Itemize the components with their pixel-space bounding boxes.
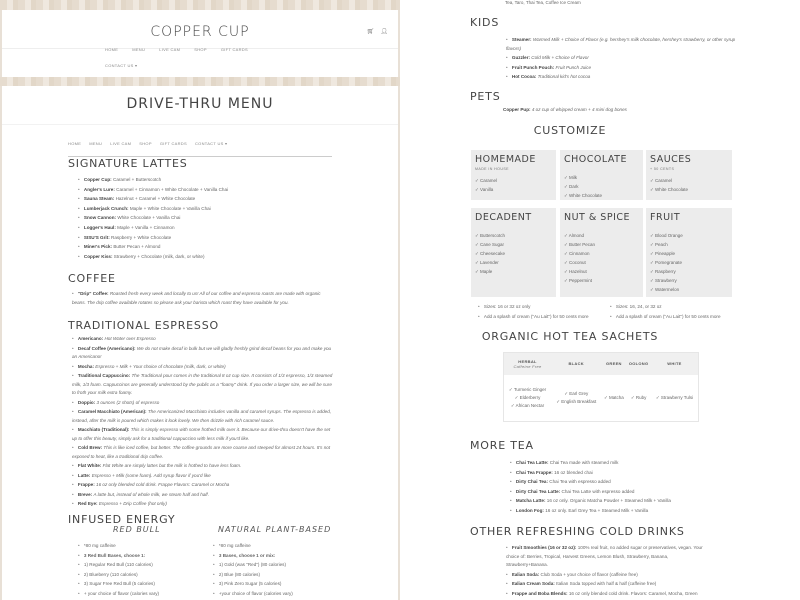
red-bull-title: RED BULL — [113, 525, 161, 534]
flavor-option: ✓ Cane Sugar — [475, 240, 552, 249]
tea-option: ✓ Turmeric Ginger — [508, 386, 547, 392]
item-name: Italian Cream Soda: — [511, 581, 555, 586]
section-title: KIDS — [470, 16, 500, 29]
flavor-box-chocolate — [560, 150, 643, 200]
menu-item — [78, 242, 333, 252]
item-name: Frappe: — [77, 482, 95, 487]
flavor-option: ✓ Milk — [564, 173, 639, 182]
wood-banner — [0, 77, 400, 86]
item-name: Cold Brew: — [77, 445, 103, 450]
section-title: TRADITIONAL ESPRESSO — [68, 319, 219, 332]
item-description: Traditional kid's hot cocoa — [537, 74, 591, 79]
item-name: Mocha: — [77, 363, 94, 369]
item-name: Sauna Steam: — [83, 196, 115, 202]
flavor-option: ✓ Maple — [475, 267, 552, 276]
plant-based-title: NATURAL PLANT-BASED — [218, 525, 332, 534]
tea-option: ✓ English Breakfast — [556, 398, 597, 404]
nav-menu[interactable]: MENU — [89, 141, 103, 146]
box-title: SAUCES — [650, 154, 692, 165]
list-item: • Sizes: 16 or 32 oz only — [478, 302, 618, 312]
item-name: Guzzler: — [511, 55, 531, 60]
list-item: • *80 mg caffeine — [213, 541, 343, 551]
flavor-option: ✓ Butterscotch — [475, 231, 552, 240]
nav-contact-us[interactable]: CONTACT US ▾ — [194, 141, 228, 146]
item-description: White Chocolate + Vanilla Chai — [117, 215, 181, 221]
box-title: CHOCOLATE — [564, 154, 627, 165]
tea-table — [503, 352, 699, 422]
flavor-option: ✓ Coconut — [564, 258, 639, 267]
list-item: • +your choice of flavor (calories vary) — [213, 589, 343, 599]
menu-item — [72, 290, 333, 307]
menu-item — [510, 487, 740, 497]
customize-title: CUSTOMIZE — [533, 124, 607, 137]
col-black: BLACK — [551, 353, 601, 375]
flavor-option: ✓ Pineapple — [650, 249, 728, 258]
box-title: NUT & SPICE — [564, 212, 631, 223]
section-traditional-espresso — [68, 319, 333, 510]
flavor-option: ✓ Vanilla — [475, 185, 552, 194]
list-item: • *80 mg caffeine — [78, 541, 208, 551]
menu-item — [72, 481, 333, 490]
item-name: Chai Tea Latte: — [515, 460, 549, 465]
item-description: Maple + White Chocolate + Vanilla Chai — [129, 205, 211, 211]
item-name: Angler's Lure: — [83, 186, 115, 192]
item-name: Hot Cocoa: — [511, 74, 537, 79]
flavor-option: ✓ White Chocolate — [564, 191, 639, 200]
item-name: Flat White: — [77, 463, 102, 468]
item-description: 100% real fruit, no added sugar or preservatives, vegan. Your choice of: Berries, Tropical, Harvest Greens, Lemon Blush, Strawberry, Banana, Strawberry+Banana. — [506, 545, 703, 567]
menu-item — [506, 571, 706, 580]
item-name: Miner's Pick: — [83, 244, 113, 250]
flavor-option: ✓ Cheesecake — [475, 249, 552, 258]
flavor-option: ✓ Pomegranate — [650, 258, 728, 267]
list-item: • 3 Bases, choose 1 or mix: — [213, 551, 343, 561]
page-nav — [68, 141, 241, 146]
menu-item — [506, 590, 706, 599]
item-description: Caramel + Butterscotch — [113, 177, 162, 182]
box-title: FRUIT — [650, 212, 681, 223]
menu-item — [506, 64, 740, 73]
item-description: Chai Tea with espresso added — [549, 479, 611, 485]
flavor-option: ✓ Caramel — [650, 176, 728, 185]
item-name: Frappe and Boba Blends: — [511, 590, 568, 596]
item-description: Chai Tea Latte with espresso added — [561, 488, 635, 494]
item-name: Snow Cannon: — [83, 215, 117, 221]
item-name: Steamer: — [511, 37, 532, 42]
menu-item — [506, 36, 740, 53]
nav-home[interactable]: HOME — [105, 47, 119, 52]
list-item: • Sizes: 16, 24, or 32 oz — [610, 302, 750, 312]
item-description: Cold Milk + Choice of Flavor — [531, 55, 589, 60]
cart-icon[interactable]: 🛒︎ — [366, 29, 375, 35]
item-name: "Drip" Coffee: — [77, 291, 109, 296]
box-title: HOMEMADE — [475, 154, 536, 165]
list-item: • + your choice of flavor (calories vary) — [78, 589, 208, 599]
item-description: Caramel + Cinnamon + White Chocolate + Vanilla Chai — [116, 186, 229, 192]
menu-item — [78, 233, 333, 243]
nav-gift-cards[interactable]: GIFT CARDS — [220, 47, 248, 52]
menu-item — [72, 491, 333, 500]
nav-home[interactable]: HOME — [68, 141, 82, 146]
menu-item — [506, 544, 706, 570]
item-name: Fruit Punch Pouch: — [511, 64, 555, 70]
item-description: 16 oz only blended cold drink. Flavors: Caramel, Mocha, Green — [568, 590, 698, 596]
item-name: Breve: — [77, 491, 93, 497]
flavor-box-homemade — [471, 150, 556, 200]
item-description: Flat White are simply lattes but the milk is frothed to have less foam. — [102, 463, 242, 468]
item-name: Fruit Smoothies (16 or 32 oz): — [511, 545, 577, 550]
section-more-tea — [470, 439, 740, 516]
tea-option: ✓ Matcha — [603, 394, 624, 400]
section-title: SIGNATURE LATTES — [68, 157, 188, 170]
section-title: MORE TEA — [470, 439, 534, 452]
box-subtitle: + 50 CENTS — [650, 167, 675, 171]
section-title: COFFEE — [68, 272, 116, 285]
account-icon[interactable]: 👤︎ — [380, 29, 388, 35]
item-description: This is simply espresso with some frothed milk over it. Because our drive-thru doesn't have the set up to offer this beauty, simply ask for a traditional cappuccino with less milk if you'd like. — [72, 427, 331, 441]
item-description: 16 oz blended chai — [554, 469, 593, 475]
list-item: • 2) Blue (80 calories) — [213, 570, 343, 580]
tea-option: ✓ African Nectar — [510, 402, 545, 408]
item-description: Strawberry + Chocolate (milk, dark, or white) — [113, 253, 205, 259]
item-description: Italian Soda topped with half & half (caffeine free) — [556, 581, 657, 586]
col-white: WHITE — [651, 353, 699, 375]
item-description: Warmed Milk + Choice of Flavor (e.g. hershey's milk chocolate, hershey's strawberry, or other syrup flavors) — [506, 37, 736, 51]
menu-item — [72, 472, 333, 481]
flavor-box-sauces — [646, 150, 732, 200]
item-description: 3 ounces (2 shots) of espresso — [96, 399, 160, 405]
item-name: Chai Tea Frappe: — [515, 469, 553, 475]
menu-item — [72, 444, 333, 461]
box-title: DECADENT — [475, 212, 532, 223]
item-name: Italian Soda: — [511, 571, 540, 577]
menu-item — [78, 252, 333, 262]
menu-item — [72, 399, 333, 408]
nav-shop[interactable]: SHOP — [194, 47, 207, 52]
item-description: Club Soda + your choice of flavor (caffeine free) — [540, 571, 638, 577]
tea-option: ✓ Strawberry Tulsi — [655, 394, 694, 400]
item-description: Espresso + Milk (some foam). Add syrup flavor if you'd like — [91, 472, 211, 478]
page-title: DRIVE-THRU MENU — [126, 96, 274, 112]
menu-item — [78, 213, 333, 223]
item-name: Red Eye: — [77, 501, 98, 506]
section-title: OTHER REFRESHING COLD DRINKS — [470, 525, 685, 538]
item-name: London Fog: — [515, 507, 544, 513]
item-description: 16 oz only. Organic Matcha Powder + Steamed Milk + Vanilla — [546, 498, 671, 504]
tea-option: ✓ Earl Grey — [564, 390, 589, 396]
tea-cell — [626, 375, 651, 422]
item-description: Maple + Vanilla + Cinnamon — [117, 224, 175, 230]
flavor-option: ✓ Peppermint — [564, 276, 639, 285]
flavor-option: ✓ Dark — [564, 182, 639, 191]
pets-text: 4 oz cup of whipped cream + 4 mini dog bones — [531, 107, 627, 112]
item-name: Americano: — [77, 336, 104, 341]
list-item: • 1) Gold (was "Red") (80 calories) — [213, 560, 343, 570]
item-description: Roasted fresh every week and locally to us! All of our coffee and espresso roasts are made with organic beans. The drip coffee available rotates so please ask your barista which roast they have available for you. — [72, 291, 321, 305]
menu-item — [72, 426, 333, 443]
menu-item — [78, 185, 333, 195]
menu-item — [72, 335, 333, 344]
flavor-box-fruit — [646, 208, 732, 297]
item-name: Doppio: — [77, 399, 96, 405]
flavor-box-nut-spice — [560, 208, 643, 297]
flavor-option: ✓ Butter Pecan — [564, 240, 639, 249]
flavor-option: ✓ Strawberry — [650, 276, 728, 285]
item-description: 16 oz only. Earl Grey Tea + Steamed Milk + Vanilla — [545, 507, 649, 513]
section-title: INFUSED ENERGY — [68, 513, 176, 526]
item-description: 16 oz only blended cold drink. Frappe Flavors: Caramel or Mocha — [96, 482, 230, 487]
item-description: The Traditional pour comes in the traditional 8 oz cup size. It consists of 1/3 espresso, 1/3 steamed milk, 1/3 foam. Cappuccinos are generally understood by the public as a "foamy" drink. If you order a larger size, we will be sure to froth your milk extra foamy. — [72, 373, 333, 395]
item-name: Logger's Haul: — [83, 224, 116, 230]
tea-option: ✓ Ruby — [630, 394, 647, 400]
item-description: Butter Pecan + Almond — [113, 244, 161, 250]
item-name: Dirty Chai Tea: — [515, 479, 548, 485]
item-description: Raspberry + White Chocolate — [111, 234, 172, 240]
tea-cell — [551, 375, 601, 422]
col-green: GREEN — [601, 353, 626, 375]
menu-item — [72, 372, 333, 398]
flavor-option: ✓ Watermelon — [650, 285, 728, 294]
menu-item — [510, 477, 740, 487]
item-description: Fruit Punch Juice — [555, 64, 592, 70]
section-title: PETS — [470, 90, 501, 103]
menu-item — [78, 194, 333, 204]
nav-contact-us[interactable]: CONTACT US ▾ — [105, 63, 138, 68]
tea-title: ORGANIC HOT TEA SACHETS — [481, 330, 659, 343]
nav-live-cam[interactable]: LIVE CAM — [159, 47, 181, 52]
item-description: The Americanized Macchiato includes vanilla and caramel syrups. The espresso is added, instead, after the milk is poured which makes it look lovely. We then drizzle with rich caramel sauce. — [72, 409, 332, 423]
section-cold-drinks — [470, 525, 740, 599]
menu-item — [72, 500, 333, 509]
list-item: • Add a splash of cream ("Au Lait") for 50 cents more — [478, 312, 618, 322]
menu-item — [510, 458, 740, 468]
tea-cell — [651, 375, 699, 422]
menu-item — [506, 73, 740, 82]
item-name: SISU'S Grit: — [83, 234, 110, 240]
list-item: • 2) Blueberry (110 calories) — [78, 570, 208, 580]
item-name: Matcha Latte: — [515, 498, 546, 504]
list-item: • 3) Pink Zero Sugar (5 calories) — [213, 579, 343, 589]
col-oolong: OOLONG — [626, 353, 651, 375]
flavor-box-decadent — [471, 208, 556, 297]
item-name: Copper Cup: — [83, 177, 112, 182]
flavor-option: ✓ Hazelnut — [564, 267, 639, 276]
item-name: Caramel Macchiato (American): — [77, 409, 147, 414]
item-description: Hazelnut + Caramel + White Chocolate — [115, 196, 196, 202]
tea-cell — [601, 375, 626, 422]
item-name: Traditional Cappuccino: — [77, 373, 131, 378]
item-description: Hot Water over Espresso — [104, 336, 156, 341]
flavor-option: ✓ Blood Orange — [650, 231, 728, 240]
section-kids — [470, 16, 740, 83]
section-coffee — [68, 272, 333, 308]
item-name: Copper Kiss: — [83, 253, 113, 259]
item-description: Espresso + Milk + Your choice of chocolate (milk, dark, or white) — [95, 363, 226, 369]
pets-label: Copper Pup: — [503, 107, 531, 112]
menu-item — [72, 462, 333, 471]
col-herbal: HERBAL Caffeine Free — [504, 353, 552, 375]
item-description: Chai Tea made with steamed milk — [549, 460, 619, 465]
flavor-option: ✓ Raspberry — [650, 267, 728, 276]
list-item: • Add a splash of cream ("Au Lait") for 50 cents more — [610, 312, 750, 322]
flavor-option: ✓ Caramel — [475, 176, 552, 185]
item-name: Latte: — [77, 472, 91, 478]
item-name: Dirty Chai Tea Latte: — [515, 488, 561, 494]
list-item: • 3 Red Bull Bases, choose 1: — [78, 551, 208, 561]
menu-item — [72, 408, 333, 425]
box-subtitle: MADE IN HOUSE — [475, 167, 509, 171]
flavor-option: ✓ Peach — [650, 240, 728, 249]
nav-live-cam[interactable]: LIVE CAM — [110, 141, 132, 146]
menu-item — [78, 204, 333, 214]
menu-item — [506, 580, 706, 589]
tea-cell — [504, 375, 552, 422]
menu-item — [72, 345, 333, 362]
flavor-option: ✓ Lavender — [475, 258, 552, 267]
tea-option: ✓ Elderberry — [514, 394, 541, 400]
list-item: • 1) Regular Red Bull (110 calories) — [78, 560, 208, 570]
main-nav — [105, 47, 262, 52]
menu-item — [78, 175, 333, 185]
menu-item — [510, 496, 740, 506]
item-name: Macchiato (Traditional): — [77, 427, 130, 432]
section-signature-lattes — [68, 157, 333, 261]
section-pets — [470, 90, 740, 112]
site-header — [2, 10, 398, 77]
item-description: This is like iced coffee, but better. The coffee grounds are more coarse and steeped for almost 24 hours. It's not exposed to heat, like a traditional drip coffee. — [72, 445, 331, 459]
flavor-option: ✓ White Chocolate — [650, 185, 728, 194]
flavor-option: ✓ Cinnamon — [564, 249, 639, 258]
site-logo[interactable]: COPPER CUP — [150, 24, 250, 40]
continued-text: Tea, Taro, Thai Tea, Coffee Ice Cream — [505, 0, 581, 5]
section-infused-energy — [68, 513, 338, 596]
item-name: Lumberjack Crunch: — [83, 205, 129, 211]
item-description: We do not make decaf in bulk but we will gladly freshly grind decaf beans for you and make you an Americano! — [72, 345, 332, 359]
nav-shop[interactable]: SHOP — [139, 141, 152, 146]
nav-menu[interactable]: MENU — [132, 47, 146, 52]
flavor-option: ✓ Almond — [564, 231, 639, 240]
wood-banner — [0, 0, 400, 10]
menu-item — [72, 363, 333, 372]
item-name: Decaf Coffee (Americano): — [77, 345, 136, 351]
item-description: Espresso + Drip Coffee (hot only) — [98, 501, 167, 506]
menu-item — [510, 506, 740, 516]
item-description: A latte but, instead of whole milk, we steam half and half. — [93, 491, 209, 497]
nav-gift-cards[interactable]: GIFT CARDS — [159, 141, 187, 146]
menu-item — [510, 468, 740, 478]
menu-item — [506, 54, 740, 63]
list-item: • 3) Sugar Free Red Bull (5 calories) — [78, 579, 208, 589]
menu-item — [78, 223, 333, 233]
